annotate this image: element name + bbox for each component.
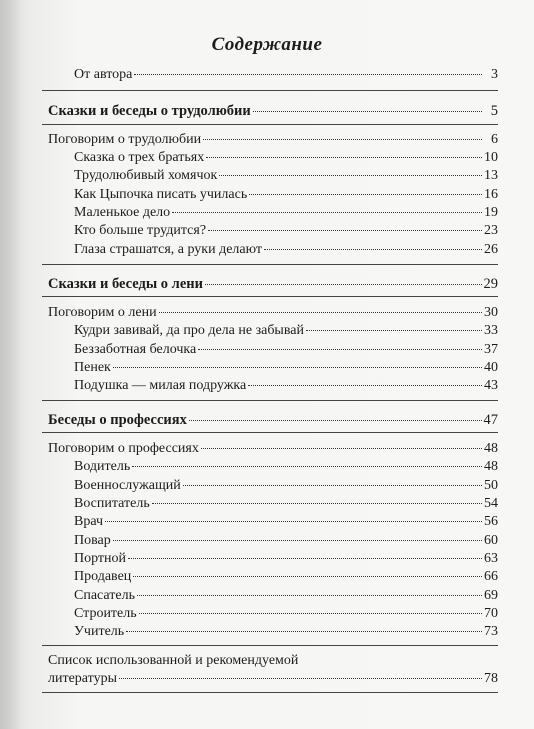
toc-entry	[74, 623, 498, 641]
leader-dots	[253, 111, 482, 112]
toc-entry-page: 48	[484, 459, 498, 474]
toc-entry-label: Пенек	[74, 360, 111, 375]
leader-dots	[105, 521, 482, 522]
leader-dots	[208, 230, 482, 231]
toc-entry-label: Поговорим о лени	[48, 305, 157, 320]
toc-entry-label: Поговорим о профессиях	[48, 441, 199, 456]
section-divider	[42, 645, 498, 646]
toc-entry	[74, 222, 498, 240]
toc-entry-page: 40	[484, 360, 498, 375]
toc-entry-page: 50	[484, 478, 498, 493]
toc-section-page: 5	[490, 103, 498, 119]
toc-entry-page: 23	[484, 223, 498, 238]
toc-entry-label: Как Цыпочка писать училась	[74, 187, 248, 202]
toc-entry-page: 78	[484, 671, 498, 686]
toc-entry-page: 60	[484, 533, 498, 548]
leader-dots	[134, 74, 482, 75]
toc-entry	[74, 458, 498, 476]
toc-entry	[74, 495, 498, 513]
toc-section-label: Беседы о профессиях	[48, 412, 187, 428]
toc-entry	[74, 186, 498, 204]
toc-entry-page: 30	[484, 305, 498, 320]
toc-entry-label: Воспитатель	[74, 496, 150, 511]
toc-entry-page: 54	[484, 496, 498, 511]
leader-dots	[306, 330, 482, 331]
toc-entry-label: Спасатель	[74, 588, 135, 603]
toc-entry-page: 16	[484, 187, 498, 202]
toc-section-page: 47	[483, 412, 498, 428]
toc-entry-page: 3	[491, 67, 498, 82]
leader-dots	[128, 558, 482, 559]
toc-entry-page: 37	[484, 342, 498, 357]
toc-entry-label: Повар	[74, 533, 111, 548]
leader-dots	[119, 678, 482, 679]
toc-entry-page: 13	[484, 168, 498, 183]
leader-dots	[126, 631, 482, 632]
toc-entry-label: Беззаботная белочка	[74, 342, 197, 357]
toc-entry	[74, 532, 498, 550]
toc-entry	[48, 440, 498, 458]
page-spine-shadow	[0, 0, 22, 729]
toc-entry	[48, 131, 498, 149]
toc-entry	[74, 149, 498, 167]
toc-section	[48, 275, 498, 293]
toc-entry-page: 26	[484, 242, 498, 257]
toc-entry-page: 48	[484, 441, 498, 456]
leader-dots	[172, 212, 482, 213]
toc-section-label: Сказки и беседы о лени	[48, 276, 203, 292]
leader-dots	[183, 485, 482, 486]
toc-entry	[74, 241, 498, 259]
toc-entry-page: 43	[484, 378, 498, 393]
toc-entry-label: От автора	[74, 67, 133, 82]
leader-dots	[205, 284, 482, 285]
toc-entry-label: Водитель	[74, 459, 131, 474]
toc-entry	[74, 477, 498, 495]
toc-entry-label: Учитель	[74, 624, 125, 639]
toc-entry-label: Глаза страшатся, а руки делают	[74, 242, 263, 257]
leader-dots	[198, 349, 482, 350]
leader-dots	[264, 249, 482, 250]
section-divider	[42, 692, 498, 693]
leader-dots	[113, 367, 482, 368]
toc-entry	[74, 605, 498, 623]
leader-dots	[139, 613, 482, 614]
leader-dots	[137, 595, 482, 596]
section-divider	[42, 124, 498, 125]
toc-entry	[74, 513, 498, 531]
leader-dots	[201, 448, 482, 449]
leader-dots	[249, 194, 482, 195]
leader-dots	[189, 420, 482, 421]
toc-entry-label: литературы	[48, 671, 118, 686]
toc-section-label: Сказки и беседы о трудолюбии	[48, 103, 251, 119]
toc-entry-page: 10	[484, 150, 498, 165]
toc-entry	[74, 377, 498, 395]
toc-entry	[74, 167, 498, 185]
toc-entry-page: 70	[484, 606, 498, 621]
section-divider	[42, 264, 498, 265]
toc-entry	[74, 322, 498, 340]
toc-entry-label: Трудолюбивый хомячок	[74, 168, 218, 183]
toc-entry-label: Сказка о трех братьях	[74, 150, 205, 165]
toc-entry-first-line: Список использованной и рекомендуемой	[48, 653, 299, 668]
toc-entry-label: Поговорим о трудолюбии	[48, 132, 202, 147]
toc-entry-label: Врач	[74, 514, 104, 529]
toc-entry	[48, 304, 498, 322]
toc-entry	[74, 204, 498, 222]
toc-entry	[74, 359, 498, 377]
toc-entry-label: Кто больше трудится?	[74, 223, 207, 238]
toc-entry-page: 56	[484, 514, 498, 529]
toc-entry-page: 66	[484, 569, 498, 584]
section-divider	[42, 90, 498, 91]
page-title: Содержание	[211, 34, 323, 55]
toc-entry-page: 33	[484, 323, 498, 338]
toc-section-page: 29	[483, 276, 498, 292]
toc-entry-label: Маленькое дело	[74, 205, 171, 220]
toc-entry-page: 19	[484, 205, 498, 220]
leader-dots	[113, 540, 482, 541]
toc-entry	[74, 587, 498, 605]
section-divider	[42, 432, 498, 433]
toc-entry	[74, 550, 498, 568]
toc-entry-label: Подушка — милая подружка	[74, 378, 247, 393]
toc-entry	[74, 66, 498, 84]
toc-entry-page: 63	[484, 551, 498, 566]
leader-dots	[203, 139, 482, 140]
toc-entry-page: 69	[484, 588, 498, 603]
toc-entry-label: Кудри завивай, да про дела не забывай	[74, 323, 304, 338]
leader-dots	[248, 385, 482, 386]
leader-dots	[133, 576, 482, 577]
toc-entry-label: Военнослужащий	[74, 478, 181, 493]
toc-section	[48, 102, 498, 120]
leader-dots	[152, 503, 482, 504]
toc-entry	[74, 568, 498, 586]
toc-section	[48, 411, 498, 429]
leader-dots	[206, 157, 482, 158]
toc-entry-page: 73	[484, 624, 498, 639]
leader-dots	[132, 466, 482, 467]
section-divider	[42, 400, 498, 401]
section-divider	[42, 296, 498, 297]
leader-dots	[159, 312, 482, 313]
leader-dots	[219, 175, 482, 176]
toc-entry-page: 6	[491, 132, 498, 147]
toc-entry-label: Портной	[74, 551, 127, 566]
toc-entry-label: Продавец	[74, 569, 132, 584]
toc-entry	[48, 670, 498, 688]
toc-entry-label: Строитель	[74, 606, 137, 621]
toc-entry	[74, 341, 498, 359]
